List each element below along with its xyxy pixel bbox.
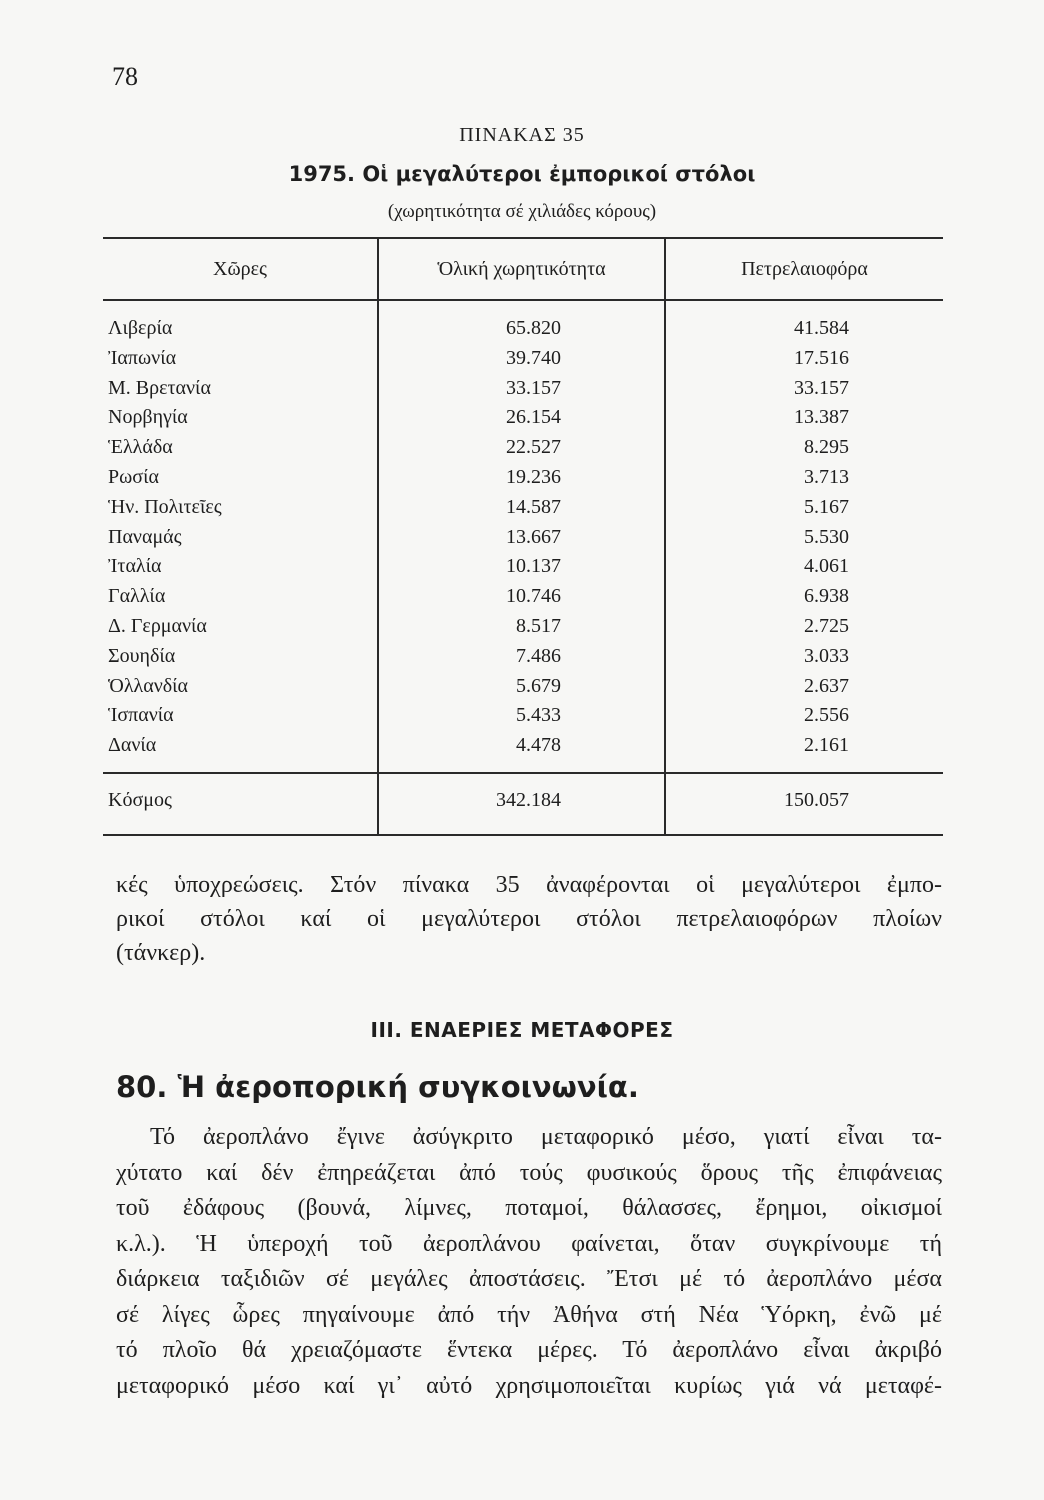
cell-tankers: 3.713 xyxy=(804,466,849,488)
table-row xyxy=(0,645,1044,675)
cell-country: Νορβηγία xyxy=(108,406,188,429)
cell-total: 10.137 xyxy=(506,555,561,578)
table-row xyxy=(0,585,1044,615)
cell-country: Λιβερία xyxy=(108,317,173,339)
cell-total: 5.433 xyxy=(516,704,561,727)
cell-tankers: 2.161 xyxy=(804,734,849,757)
cell-country: Μ. Βρετανία xyxy=(108,376,211,399)
table-row xyxy=(0,526,1044,556)
cell-tankers: 17.516 xyxy=(794,346,849,369)
text-line: μεταφορικό μέσο καί γι᾽ αὐτό χρησιμοποιεῖται κυρίως γιά νά μεταφέ- xyxy=(116,1372,942,1399)
cell-country: Δανία xyxy=(108,734,157,757)
cell-tankers: 2.556 xyxy=(804,704,849,727)
cell-tankers: 8.295 xyxy=(804,436,849,459)
cell-country: Ἑλλάδα xyxy=(108,436,173,459)
table-title: 1975. Οἱ μεγαλύτεροι ἐμπορικοί στόλοι xyxy=(288,162,756,186)
text-line: χύτατο καί δέν ἐπηρεάζεται ἀπό τούς φυσικούς ὅρους τῆς ἐπιφάνειας xyxy=(116,1159,942,1186)
cell-total: 7.486 xyxy=(516,644,561,667)
cell-tankers: 5.167 xyxy=(804,495,849,518)
cell-total: 14.587 xyxy=(506,495,561,518)
cell-total: 39.740 xyxy=(506,346,561,369)
cell-country: Ἱσπανία xyxy=(108,704,174,727)
subsection-heading: 80. Ἡ ἀεροπορική συγκοινωνία. xyxy=(116,1070,639,1104)
cell-country: Δ. Γερμανία xyxy=(108,615,207,637)
cell-tankers: 2.637 xyxy=(804,674,849,697)
cell-country: Ρωσία xyxy=(108,466,159,488)
cell-tankers: 41.584 xyxy=(794,317,849,339)
cell-country: Ἡν. Πολιτεῖες xyxy=(108,495,222,518)
cell-total: 22.527 xyxy=(506,436,561,459)
table-row xyxy=(0,615,1044,645)
cell-tankers: 150.057 xyxy=(784,789,849,811)
cell-total: 13.667 xyxy=(506,525,561,548)
table-label: ΠΙΝΑΚΑΣ 35 xyxy=(459,124,585,146)
cell-tankers: 5.530 xyxy=(804,525,849,548)
text-line: διάρκεια ταξιδιῶν σέ μεγάλες ἀποστάσεις. Ἔτσι μέ τό ἀεροπλάνο μέσα xyxy=(116,1266,942,1292)
cell-total: 33.157 xyxy=(506,376,561,399)
page-number: 78 xyxy=(112,62,138,91)
table-row xyxy=(0,496,1044,526)
cell-tankers: 4.061 xyxy=(804,555,849,578)
cell-tankers: 2.725 xyxy=(804,615,849,637)
cell-country: Παναμάς xyxy=(108,525,182,548)
cell-total: 5.679 xyxy=(516,674,561,697)
cell-tankers: 3.033 xyxy=(804,644,849,667)
table-rule-total xyxy=(103,772,943,774)
cell-total: 26.154 xyxy=(506,406,561,429)
table-row xyxy=(0,377,1044,407)
cell-total: 19.236 xyxy=(506,466,561,488)
text-line: Τό ἀεροπλάνο ἔγινε ἀσύγκριτο μεταφορικό μέσο, γιατί εἶναι τα- xyxy=(150,1124,942,1150)
cell-country: Ἰταλία xyxy=(108,555,162,578)
cell-total: 65.820 xyxy=(506,317,561,339)
header-countries: Χῶρες xyxy=(213,258,267,280)
cell-tankers: 13.387 xyxy=(794,406,849,429)
table-row xyxy=(0,317,1044,347)
table-subtitle: (χωρητικότητα σέ χιλιάδες κόρους) xyxy=(387,201,657,222)
text-line: ρικοί στόλοι καί οἱ μεγαλύτεροι στόλοι πετρελαιοφόρων πλοίων xyxy=(116,906,942,932)
cell-total: 342.184 xyxy=(496,789,561,811)
cell-country: Κόσμος xyxy=(108,789,172,811)
table-rule-header xyxy=(103,299,943,301)
table-row-total xyxy=(0,789,1044,819)
text-line: τοῦ ἐδάφους (βουνά, λίμνες, ποταμοί, θάλασσες, ἔρημοι, οἰκισμοί xyxy=(116,1195,942,1221)
table-rule-bottom xyxy=(103,834,943,836)
text-line: τό πλοῖο θά χρειαζόμαστε ἕντεκα μέρες. Τό ἀεροπλάνο εἶναι ἀκριβό xyxy=(116,1337,942,1363)
table-row xyxy=(0,704,1044,734)
table-row xyxy=(0,555,1044,585)
table-row xyxy=(0,347,1044,377)
table-row xyxy=(0,734,1044,764)
cell-tankers: 6.938 xyxy=(804,585,849,608)
cell-total: 4.478 xyxy=(516,734,561,757)
text-line: σέ λίγες ὧρες πηγαίνουμε ἀπό τήν Ἀθήνα στή Νέα Ὑόρκη, ἐνῶ μέ xyxy=(116,1301,942,1328)
header-tankers: Πετρελαιοφόρα xyxy=(741,258,868,280)
section-heading: III. ΕΝΑΕΡΙΕΣ ΜΕΤΑΦΟΡΕΣ xyxy=(370,1018,674,1042)
cell-country: Ὁλλανδία xyxy=(108,674,189,697)
table-row xyxy=(0,466,1044,496)
cell-country: Ἰαπωνία xyxy=(108,346,177,369)
text-line: κές ὑποχρεώσεις. Στόν πίνακα 35 ἀναφέρονται οἱ μεγαλύτεροι ἐμπο- xyxy=(116,872,942,898)
cell-total: 8.517 xyxy=(516,615,561,637)
cell-total: 10.746 xyxy=(506,585,561,608)
cell-country: Σουηδία xyxy=(108,644,176,667)
table-row xyxy=(0,436,1044,466)
text-line: (τάνκερ). xyxy=(116,940,206,966)
table-row xyxy=(0,406,1044,436)
cell-country: Γαλλία xyxy=(108,585,166,608)
table-row xyxy=(0,675,1044,705)
text-line: κ.λ.). Ἡ ὑπεροχή τοῦ ἀεροπλάνου φαίνεται, ὅταν συγκρίνουμε τή xyxy=(116,1230,942,1257)
cell-tankers: 33.157 xyxy=(794,376,849,399)
table-rule-top xyxy=(103,237,943,239)
header-total-tonnage: Ὁλική χωρητικότητα xyxy=(437,258,606,280)
